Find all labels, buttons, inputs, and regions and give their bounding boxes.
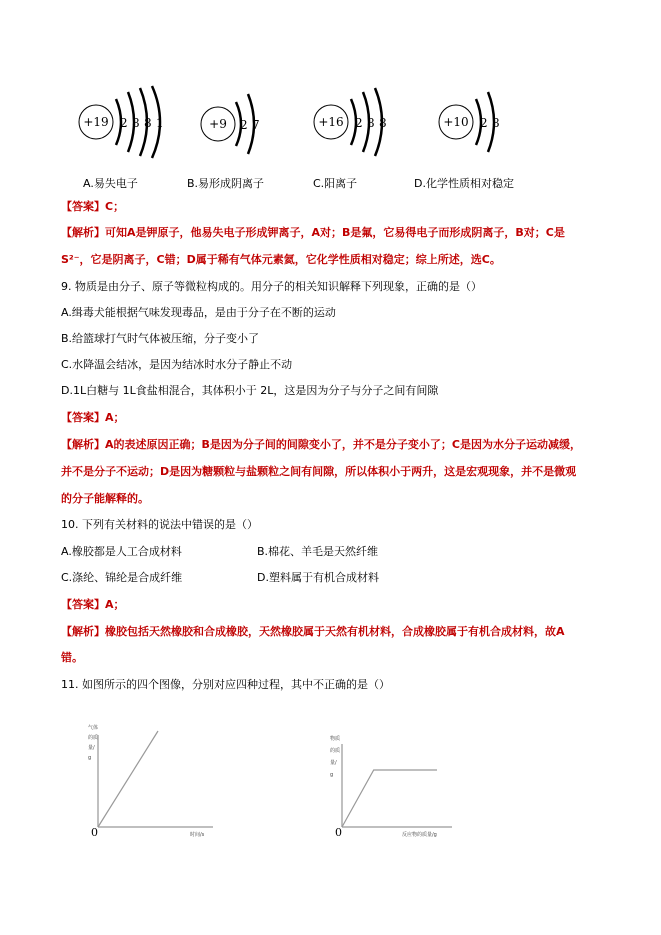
shell-count: 8 bbox=[144, 116, 152, 130]
ylabel-segment: 的质 bbox=[88, 735, 99, 741]
graph-2-series-line bbox=[342, 770, 437, 827]
nucleus-label: +9 bbox=[209, 117, 227, 131]
nucleus-label: +19 bbox=[83, 115, 109, 129]
graph-1-svg bbox=[78, 715, 218, 843]
atom-diagram-c bbox=[309, 84, 429, 160]
q10-answer: 【答案】A； bbox=[61, 598, 125, 611]
ylabel-segment: 气体 bbox=[88, 725, 99, 731]
q10-option-a: A.橡胶都是人工合成材料 bbox=[61, 545, 182, 558]
ylabel-segment: 物质 bbox=[330, 736, 341, 742]
graph-2-xlabel: 反应物的质量/g bbox=[402, 832, 437, 838]
shell-count: 1 bbox=[156, 116, 164, 130]
q9-option-b: B.给篮球打气时气体被压缩，分子变小了 bbox=[61, 332, 260, 345]
q8-option-c: C.阳离子 bbox=[313, 177, 358, 190]
q10-analysis-line: 错。 bbox=[61, 651, 83, 664]
shell-count: 8 bbox=[132, 116, 140, 130]
graph-1-series-line bbox=[98, 731, 158, 827]
q9-option-c: C.水降温会结冰，是因为结冰时水分子静止不动 bbox=[61, 358, 293, 371]
shell-count: 2 bbox=[240, 118, 248, 132]
ylabel-segment: g bbox=[88, 755, 92, 761]
graph-1 bbox=[78, 715, 218, 843]
shell-count: 7 bbox=[252, 118, 260, 132]
nucleus-label: +16 bbox=[318, 115, 344, 129]
shell-count: 8 bbox=[492, 116, 500, 130]
atom-svg-b bbox=[196, 84, 316, 160]
q10-stem: 10. 下列有关材料的说法中错误的是（） bbox=[61, 518, 258, 531]
q9-analysis-line: 【解析】A的表述原因正确；B是因为分子间的间隙变小了，并不是分子变小了；C是因为水分子运动减缓， bbox=[61, 438, 581, 451]
q9-option-d: D.1L白糖与 1L食盐相混合，其体积小于 2L，这是因为分子与分子之间有间隙 bbox=[61, 384, 439, 397]
q10-option-d: D.塑料属于有机合成材料 bbox=[257, 571, 379, 584]
q8-analysis-line: S²⁻，它是阴离子，C错；D属于稀有气体元素氦，它化学性质相对稳定；综上所述，选C。 bbox=[61, 253, 501, 266]
q11-stem: 11. 如图所示的四个图像，分别对应四种过程，其中不正确的是（） bbox=[61, 678, 390, 691]
atom-svg-c bbox=[309, 84, 429, 160]
graph-2-origin: 0 bbox=[335, 826, 342, 839]
shell-count: 8 bbox=[367, 116, 375, 130]
ylabel-segment: 量/ bbox=[330, 760, 337, 766]
atom-svg-d bbox=[434, 84, 554, 160]
q9-analysis-line: 并不是分子不运动；D是因为糖颗粒与盐颗粒之间有间隙，所以体积小于两升，这是宏观现象，并不是微观 bbox=[61, 465, 577, 478]
shell-count: 2 bbox=[355, 116, 363, 130]
atom-diagram-d bbox=[434, 84, 554, 160]
nucleus-label: +10 bbox=[443, 115, 469, 129]
atom-diagram-b bbox=[196, 84, 316, 160]
q9-analysis-line: 的分子能解释的。 bbox=[61, 492, 149, 505]
q8-answer: 【答案】C； bbox=[61, 200, 125, 213]
q8-analysis-line: 【解析】可知A是钾原子，他易失电子形成钾离子，A对；B是氟，它易得电子而形成阴离子，B对；C是 bbox=[61, 226, 565, 239]
atom-diagram-a bbox=[74, 84, 194, 160]
q8-option-a: A.易失电子 bbox=[83, 177, 138, 190]
shell-count: 8 bbox=[379, 116, 387, 130]
graph-1-ylabel bbox=[88, 724, 98, 761]
graph-1-xlabel: 时间/s bbox=[190, 832, 205, 838]
graph-2-svg bbox=[322, 730, 462, 842]
q9-option-a: A.缉毒犬能根据气味发现毒品，是由于分子在不断的运动 bbox=[61, 306, 336, 319]
q9-answer: 【答案】A； bbox=[61, 411, 125, 424]
q9-stem: 9. 物质是由分子、原子等微粒构成的。用分子的相关知识解释下列现象，正确的是（） bbox=[61, 280, 482, 293]
ylabel-segment: g bbox=[330, 772, 334, 778]
atom-svg-a bbox=[74, 84, 194, 160]
ylabel-segment: 量/ bbox=[88, 745, 95, 751]
q10-option-b: B.棉花、羊毛是天然纤维 bbox=[257, 545, 379, 558]
graph-1-origin: 0 bbox=[91, 826, 98, 839]
ylabel-segment: 的质 bbox=[330, 748, 341, 754]
q8-option-d: D.化学性质相对稳定 bbox=[414, 177, 514, 190]
q10-analysis-line: 【解析】橡胶包括天然橡胶和合成橡胶，天然橡胶属于天然有机材料，合成橡胶属于有机合成材料，故A bbox=[61, 625, 565, 638]
q8-option-b: B.易形成阴离子 bbox=[187, 177, 265, 190]
shell-count: 2 bbox=[480, 116, 488, 130]
graph-2-ylabel bbox=[330, 735, 340, 778]
shell-count: 2 bbox=[120, 116, 128, 130]
graph-2 bbox=[322, 730, 462, 842]
q10-option-c: C.涤纶、锦纶是合成纤维 bbox=[61, 571, 183, 584]
